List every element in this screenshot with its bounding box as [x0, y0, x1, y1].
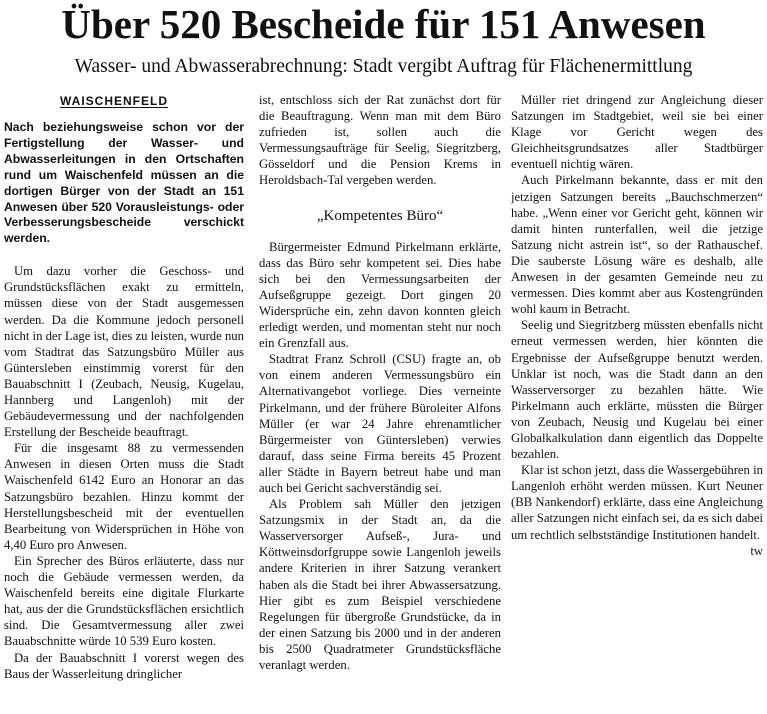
subheadline: Wasser- und Abwasserabrechnung: Stadt vergibt Auftrag für Flächenermittlung — [74, 56, 693, 77]
paragraph: Müller riet dringend zur Angleichung dieser Satzungen im Stadtgebiet, weil sie bei einer Klage vor Gericht wegen des Gleichheitsgrundsatzes aller Stadtbürger eventuell nichtig wären. — [511, 93, 763, 172]
paragraph: Auch Pirkelmann bekannte, dass er mit den jetzigen Satzungen bereits „Bauchschmerzen“ habe. „Wenn einer vor Gericht geht, können wir damit hinten runterfallen, weil die jetzige Satzung nicht astrein ist“, so der Rathauschef. Die sauberste Lösung wäre es deshalb, alle Anwesen in der gesamten Gemeinde neu zu vermessen. Dies kommt aber aus Kostengründen wohl kaum in Betracht. — [511, 173, 763, 317]
paragraph: Als Problem sah Müller den jetzigen Satzungsmix in der Stadt an, da die Wasserversorger Aufseß-, Jura- und Köttweinsdorfgruppe sowie Langenloh jeweils andere Kriterien in ihrer Satzung verankert haben als die Stadt bei ihrer Abwassersatzung. Hier gibt es zum Beispiel verschiedene Regelungen für übergroße Grundstücke, da in der einen Satzung bis 2000 und in der anderen bis 2500 Quadratmeter Grundstücksfläche veranlagt werden. — [259, 497, 501, 672]
paragraph: Bürgermeister Edmund Pirkelmann erklärte, dass das Büro sehr kompetent sei. Dies habe sich bei den Vermessungsarbeiten der Aufseßgruppe gezeigt. Dort gingen 20 Widersprüche ein, zehn davon konnten gleich erledigt werden, und momentan steht nur noch ein Grenzfall aus. — [259, 239, 501, 351]
author-signature: tw — [750, 543, 763, 558]
paragraph: Seelig und Siegritzberg müssten ebenfalls nicht erneut vermessen werden, hier könnten die Ergebnisse der Aufseßgruppe benutzt werden. Unklar ist noch, was die Stadt dann an den Wasserversorger zu bezahlen hätte. Wie Pirkelmann auch erklärte, müssten die Bürger von Zeubach, Neusig und Kugelau bei einer Globalkalkulation dann eigentlich das Doppelte bezahlen. — [511, 318, 763, 462]
lead-paragraph: Nach beziehungsweise schon vor der Fertigstellung der Wasser- und Abwasserleitungen in den Ortschaften rund um Waischenfeld müssen an die dortigen Bürger von der Stadt an 151 Anwesen über 520 Vorausleistungs- oder Verbesserungsbescheide verschickt werden. — [4, 120, 244, 246]
subheading: „Kompetentes Büro“ — [316, 207, 444, 224]
dateline: WAISCHENFELD — [60, 94, 168, 108]
paragraph: Ein Sprecher des Büros erläuterte, dass nur noch die Gebäude vermessen werden, da Waischenfeld bereits eine digitale Flurkarte hat, aus der die Grundstücksflächen ersichtlich sind. Die Gesamtvermessung aller zwei Bauabschnitte würde 10 539 Euro kosten. — [4, 553, 244, 649]
paragraph-text: Klar ist schon jetzt, dass die Wassergebühren in Langenloh erhöht werden müssen. Kurt Neuner (BB Nankendorf) erklärte, dass eine Angleichung aller Satzungen nicht einfach sei, da es sich dabei um rechtlich selbstständige Institutionen handelt. — [511, 463, 763, 542]
paragraph: Um dazu vorher die Geschoss- und Grundstücksflächen exakt zu ermitteln, müssen diese von der Stadt ausgemessen werden. Da die Kommune jedoch personell nicht in der Lage ist, dies zu leisten, wurde nun vom Stadtrat das Satzungsbüro Müller aus Güntersleben einstimmig vorerst für den Bauabschnitt I (Zeubach, Neusig, Kugelau, Hannberg und Langenloh) mit der Gebäudevermessung und der nachfolgenden Erstellung der Bescheide beauftragt. — [4, 264, 244, 440]
paragraph: Für die insgesamt 88 zu vermessenden Anwesen in diesen Orten muss die Stadt Waischenfeld 6142 Euro an Honorar an das Satzungsbüro bezahlen. Hinzu kommt der Herstellungsbescheid mit der eventuellen Bearbeitung von Widersprüchen in Höhe von 4,40 Euro pro Anwesen. — [4, 441, 244, 552]
article-column-1 — [4, 92, 244, 712]
headline: Über 520 Bescheide für 151 Anwesen — [61, 1, 706, 47]
paragraph: ist, entschloss sich der Rat zunächst dort für die Beauftragung. Wenn man mit dem Büro zufrieden ist, sollen auch die Vermessungsaufträge für Seelig, Siegritzberg, Gösseldorf und die Pension Krems in Heroldsbach-Tal vergeben werden. — [259, 93, 501, 188]
paragraph — [511, 462, 763, 558]
article-column-3 — [511, 92, 763, 712]
paragraph: Da der Bauabschnitt I vorerst wegen des Baus der Wasserleitung dringlicher — [4, 650, 244, 681]
paragraph: Stadtrat Franz Schroll (CSU) fragte an, ob von einem anderen Vermessungsbüro ein Alternativangebot vorliege. Dies verneinte Pirkelmann, und der frühere Büroleiter Alfons Müller (er war 24 Jahre ehrenamtlicher Bürgermeister von Güntersleben) verwies darauf, dass seine Firma bereits 45 Prozent aller Städte in Bayern betreut habe und man auch bei Gericht sachverständig sei. — [259, 352, 501, 495]
article-column-2 — [259, 92, 501, 712]
